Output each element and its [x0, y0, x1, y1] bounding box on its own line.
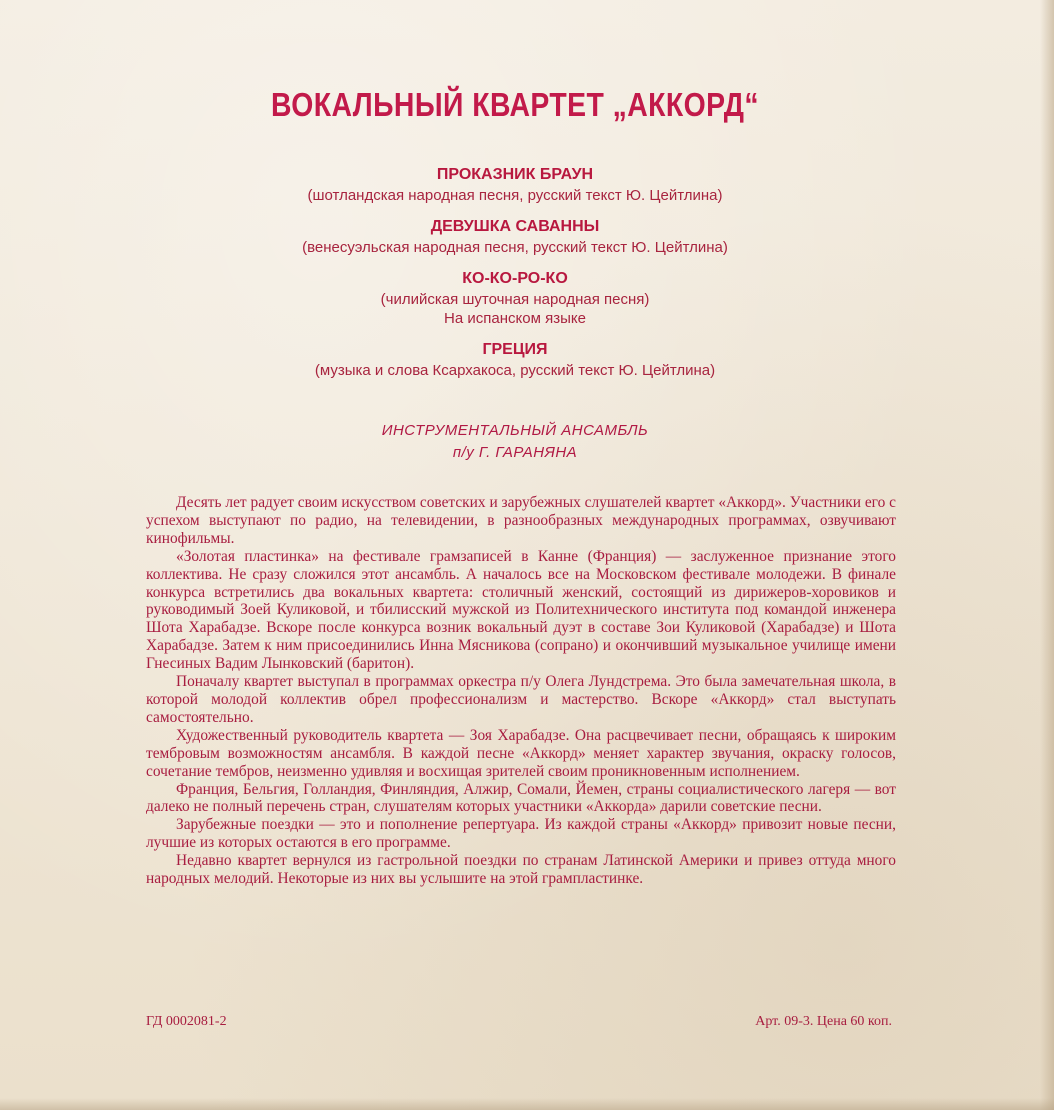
catalog-number: ГД 0002081-2 — [146, 1014, 227, 1029]
track-credit: (шотландская народная песня, русский текст Ю. Цейтлина) — [307, 187, 723, 204]
track-item — [0, 268, 1030, 328]
track-list — [0, 164, 1030, 391]
track-credit: (музыка и слова Ксархакоса, русский текст Ю. Цейтлина) — [314, 362, 716, 379]
liner-paragraph: «Золотая пластинка» на фестивале грамзаписей в Канне (Франция) — заслуженное признание этого коллектива. Не сразу сложился этот ансамбль. А началось все на Московском фестивале молодежи. В финале конкурса встретились два вокальных квартета: столичный женский, состоящий из дирижеров-хоровиков и руководимый Зоей Куликовой, и тбилисский мужской из Политехнического института под командой инженера Шота Харабадзе. Вскоре после конкурса возник вокальный дуэт в составе Зои Куликовой (Харабадзе) и Шота Харабадзе. Затем к ним присоединились Инна Мясникова (сопрано) и окончивший музыкальное училище имени Гнесиных Вадим Лынковский (баритон). — [146, 547, 896, 673]
liner-paragraph: Художественный руководитель квартета — Зоя Харабадзе. Она расцвечивает песни, обращаясь к широким тембровым возможностям ансамбля. В каждой песне «Аккорд» меняет характер звучания, окраску голосов, сочетание тембров, неизменно удивляя и восхищая зрителей своим проникновенным исполнением. — [146, 726, 896, 780]
price-label: Арт. 09-3. Цена 60 коп. — [755, 1014, 892, 1029]
ensemble-conductor: п/у Г. ГАРАНЯНА — [452, 444, 578, 461]
liner-paragraph: Франция, Бельгия, Голландия, Финляндия, Алжир, Сомали, Йемен, страны социалистического лагеря — вот далеко не полный перечень стран, слушателям которых участники «Аккорда» дарили советские песни. — [146, 780, 896, 816]
track-credit: (чилийская шуточная народная песня) — [380, 291, 650, 308]
paper-edge-right — [1040, 0, 1054, 1110]
liner-paragraph: Недавно квартет вернулся из гастрольной поездки по странам Латинской Америки и привез оттуда много народных мелодий. Некоторые из них вы услышите на этой грампластинке. — [146, 852, 896, 888]
ensemble-credit — [0, 420, 1030, 464]
track-title: ДЕВУШКА САВАННЫ — [430, 218, 600, 235]
track-credit: (венесуэльская народная песня, русский текст Ю. Цейтлина) — [302, 239, 728, 256]
sleeve-title: ВОКАЛЬНЫЙ КВАРТЕТ „АККОРД“ — [271, 86, 759, 123]
track-item — [0, 216, 1030, 257]
track-item — [0, 164, 1030, 205]
liner-paragraph: Поначалу квартет выступал в программах оркестра п/у Олега Лундстрема. Это была замечательная школа, в которой молодой коллектив обрел профессионализм и мастерство. Вскоре «Аккорд» стал выступать самостоятельно. — [146, 673, 896, 726]
track-language-note: На испанском языке — [444, 310, 586, 327]
track-title: ГРЕЦИЯ — [482, 341, 548, 358]
liner-notes — [146, 494, 896, 888]
liner-paragraph: Десять лет радует своим искусством советских и зарубежных слушателей квартет «Аккорд». Участники его с успехом выступают по радио, на телевидении, в разнообразных международных программах, озвучивают кинофильмы. — [146, 494, 896, 547]
liner-paragraph: Зарубежные поездки — это и пополнение репертуара. Из каждой страны «Аккорд» привозит новые песни, лучшие из которых остаются в его программе. — [146, 816, 896, 852]
ensemble-name: ИНСТРУМЕНТАЛЬНЫЙ АНСАМБЛЬ — [381, 422, 649, 439]
track-item — [0, 339, 1030, 380]
track-title: КО-КО-РО-КО — [462, 270, 568, 287]
track-title: ПРОКАЗНИК БРАУН — [436, 166, 594, 183]
paper-edge-bottom — [0, 1098, 1054, 1110]
